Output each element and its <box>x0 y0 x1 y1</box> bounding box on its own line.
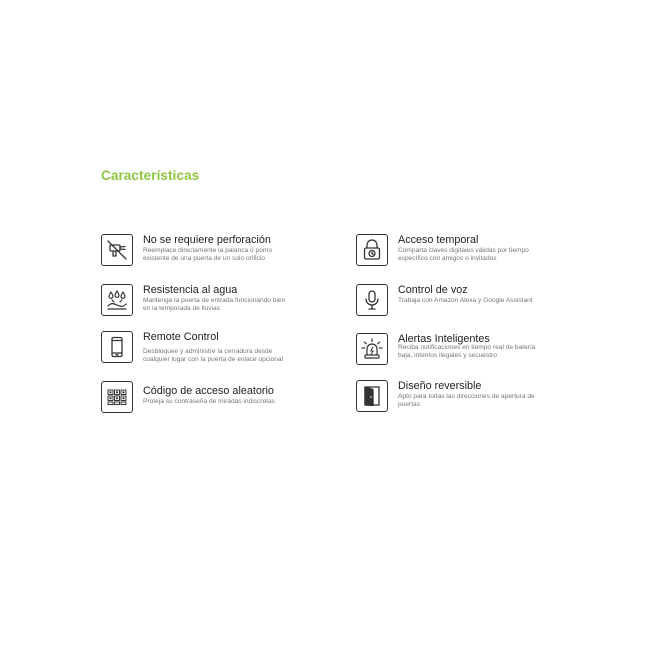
alarm-light-icon <box>356 333 388 365</box>
feature-description: Trabaja con Amazon Alexa y Google Assistant <box>398 297 533 304</box>
feature-voice-control <box>356 284 576 324</box>
feature-description: Reciba notificaciones en tiempo real de batería baja, intentos ilegales y secuestro <box>398 344 536 360</box>
microphone-icon <box>356 284 388 316</box>
feature-description: Desbloquee y administre la cerradura desde cualquier lugar con la puerta de enlace opcional <box>143 348 284 364</box>
feature-no-drill <box>101 234 321 274</box>
section-title: Características <box>101 168 200 183</box>
timed-lock-icon <box>356 234 388 266</box>
door-icon <box>356 380 388 412</box>
feature-title: No se requiere perforación <box>143 234 271 246</box>
feature-description: Mantenga la puerta de entrada funcionando bien en la temporada de lluvias <box>143 297 286 313</box>
water-drops-icon <box>101 284 133 316</box>
feature-temporary-access <box>356 234 576 274</box>
feature-reversible-design <box>356 380 576 420</box>
feature-title: Control de voz <box>398 284 468 296</box>
keypad-icon <box>101 381 133 413</box>
feature-title: Remote Control <box>143 331 219 343</box>
no-drill-icon <box>101 234 133 266</box>
feature-water-resistance <box>101 284 321 324</box>
feature-description: Apto para todas las direcciones de apertura de puertas <box>398 393 535 409</box>
feature-description: Reemplace directamente la palanca o pomo existente de una puerta de un solo orificio <box>143 247 273 263</box>
feature-title: Código de acceso aleatorio <box>143 385 274 397</box>
feature-title: Resistencia al agua <box>143 284 238 296</box>
feature-remote-control <box>101 331 321 371</box>
feature-title: Alertas Inteligentes <box>398 333 490 345</box>
feature-description: Comparta claves digitales válidas por tiempo específico con amigos o invitados <box>398 247 529 263</box>
feature-smart-alerts <box>356 333 576 373</box>
feature-description: Proteja su contraseña de miradas indiscretas <box>143 398 275 405</box>
smartphone-icon <box>101 331 133 363</box>
feature-title: Acceso temporal <box>398 234 479 246</box>
feature-random-code <box>101 381 321 421</box>
feature-title: Diseño reversible <box>398 380 482 392</box>
